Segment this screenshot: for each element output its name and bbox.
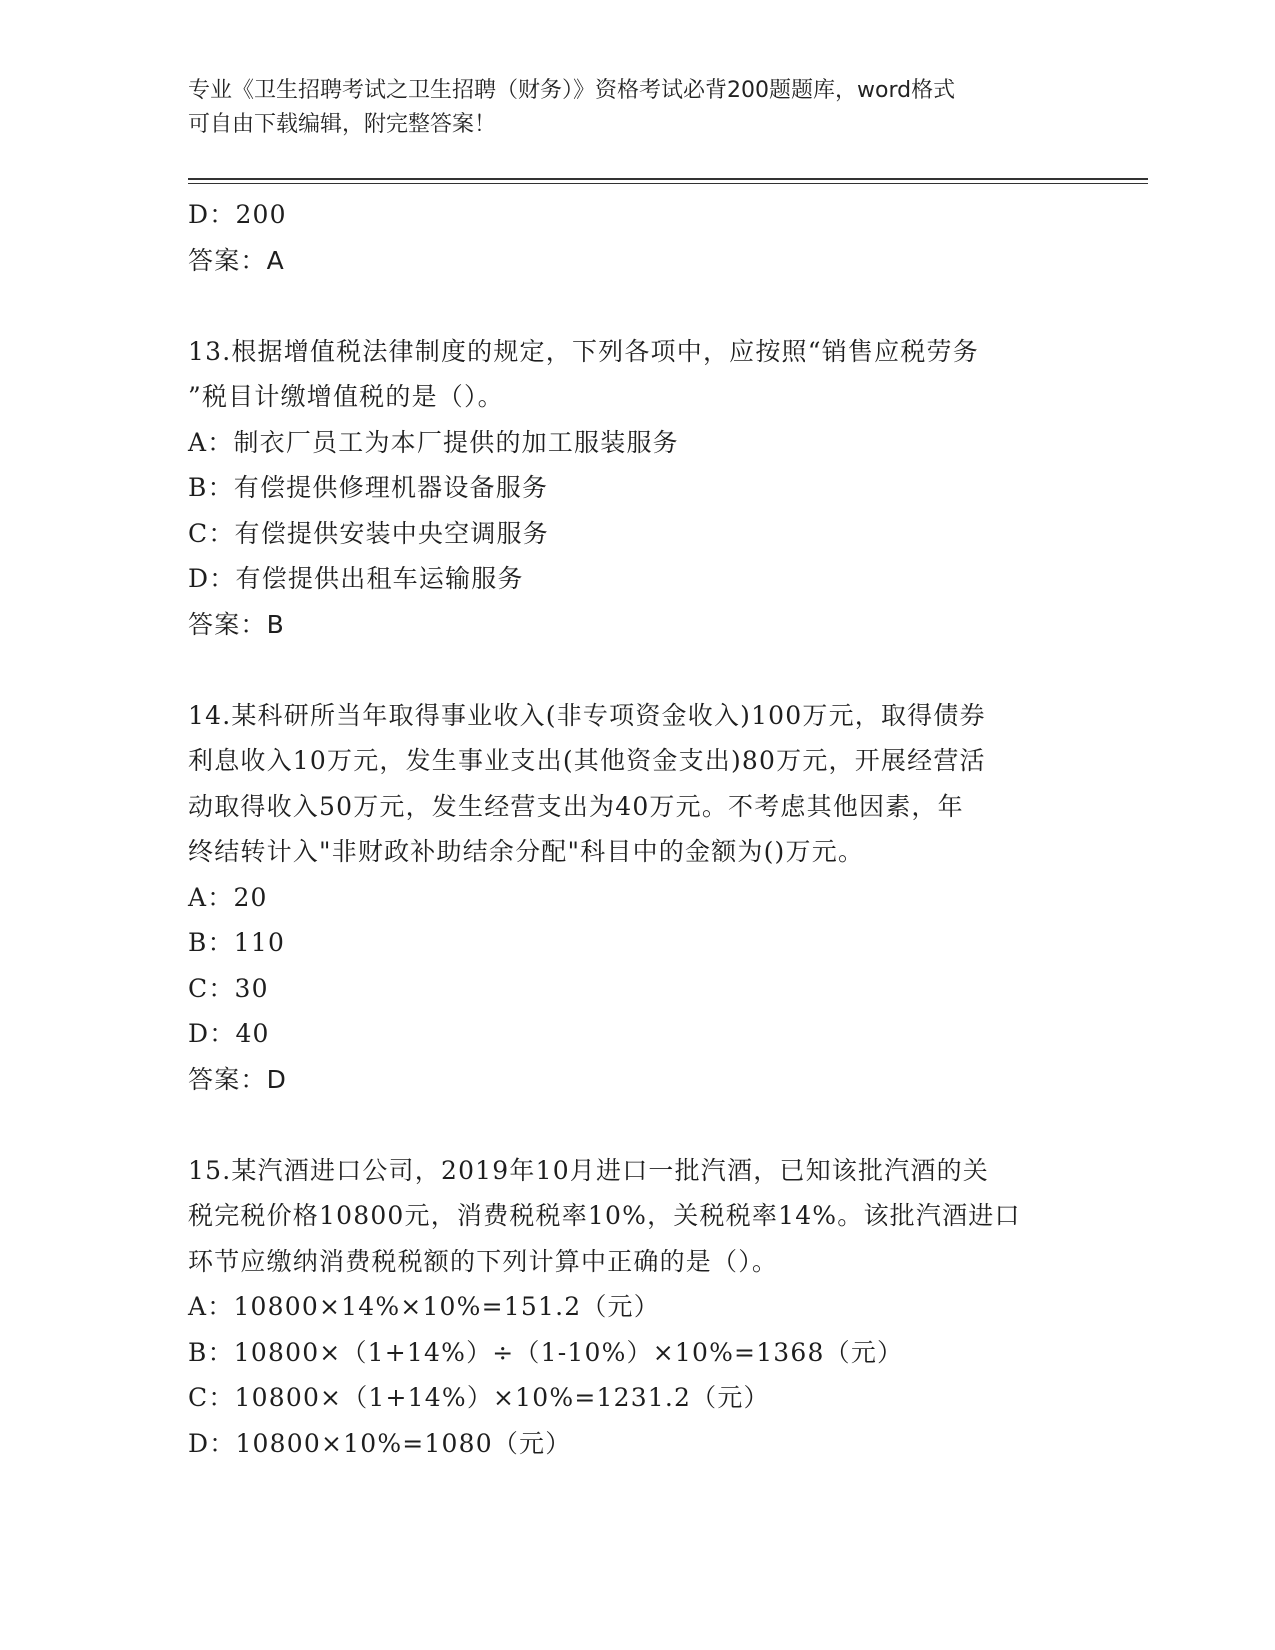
q14-stem-line-1: 14.某科研所当年取得事业收入(非专项资金收入)100万元，取得债券: [188, 700, 986, 730]
header-rule-thick: [188, 178, 1148, 180]
q14-stem-line-4: 终结转计入"非财政补助结余分配"科目中的金额为()万元。: [188, 837, 865, 866]
document-header: [188, 74, 1088, 142]
q13-answer: 答案：B: [188, 609, 285, 639]
q13-option-d: D：有偿提供出租车运输服务: [188, 564, 524, 593]
q13-option-a: A：制衣厂员工为本厂提供的加工服装服务: [188, 427, 679, 457]
header-title-line-2: 可自由下载编辑，附完整答案！: [188, 112, 497, 137]
question-list: [188, 192, 1088, 1466]
q14-option-a: A：20: [188, 882, 268, 912]
q15-option-a: A：10800×14%×10%=151.2（元）: [188, 1292, 660, 1321]
q14-option-c: C：30: [188, 973, 269, 1003]
q15-option-c: C：10800×（1+14%）×10%=1231.2（元）: [188, 1383, 770, 1412]
header-rule-thin: [188, 183, 1148, 184]
q13-stem-line-2: ”税目计缴增值税的是（）。: [188, 382, 504, 411]
q14-stem-line-3: 动取得收入50万元，发生经营支出为40万元。不考虑其他因素，年: [188, 791, 964, 821]
q14-stem-line-2: 利息收入10万元，发生事业支出(其他资金支出)80万元，开展经营活: [188, 746, 986, 775]
spacer: [188, 647, 1088, 693]
q15-stem-line-1: 15.某汽酒进口公司，2019年10月进口一批汽酒，已知该批汽酒的关: [188, 1155, 989, 1185]
q15-stem-line-3: 环节应缴纳消费税税额的下列计算中正确的是（）。: [188, 1246, 779, 1276]
q13-stem-line-1: 13.根据增值税法律制度的规定，下列各项中，应按照“销售应税劳务: [188, 336, 979, 366]
q14-answer: 答案：D: [188, 1064, 288, 1094]
spacer: [188, 283, 1088, 329]
q15-option-b: B：10800×（1+14%）÷（1-10%）×10%=1368（元）: [188, 1337, 904, 1367]
q13-option-b: B：有偿提供修理机器设备服务: [188, 473, 549, 502]
q14-option-d: D：40: [188, 1019, 270, 1048]
q15-option-d: D：10800×10%=1080（元）: [188, 1428, 572, 1458]
prev-option-d: D：200: [188, 200, 287, 229]
q14-option-b: B：110: [188, 928, 286, 957]
spacer: [188, 1102, 1088, 1148]
prev-answer: 答案：A: [188, 245, 285, 275]
header-title-line-1: 专业《卫生招聘考试之卫生招聘（财务）》资格考试必背200题题库，word格式: [188, 78, 956, 103]
q15-stem-line-2: 税完税价格10800元，消费税税率10%，关税税率14%。该批汽酒进口: [188, 1201, 1021, 1230]
q13-option-c: C：有偿提供安装中央空调服务: [188, 518, 549, 548]
